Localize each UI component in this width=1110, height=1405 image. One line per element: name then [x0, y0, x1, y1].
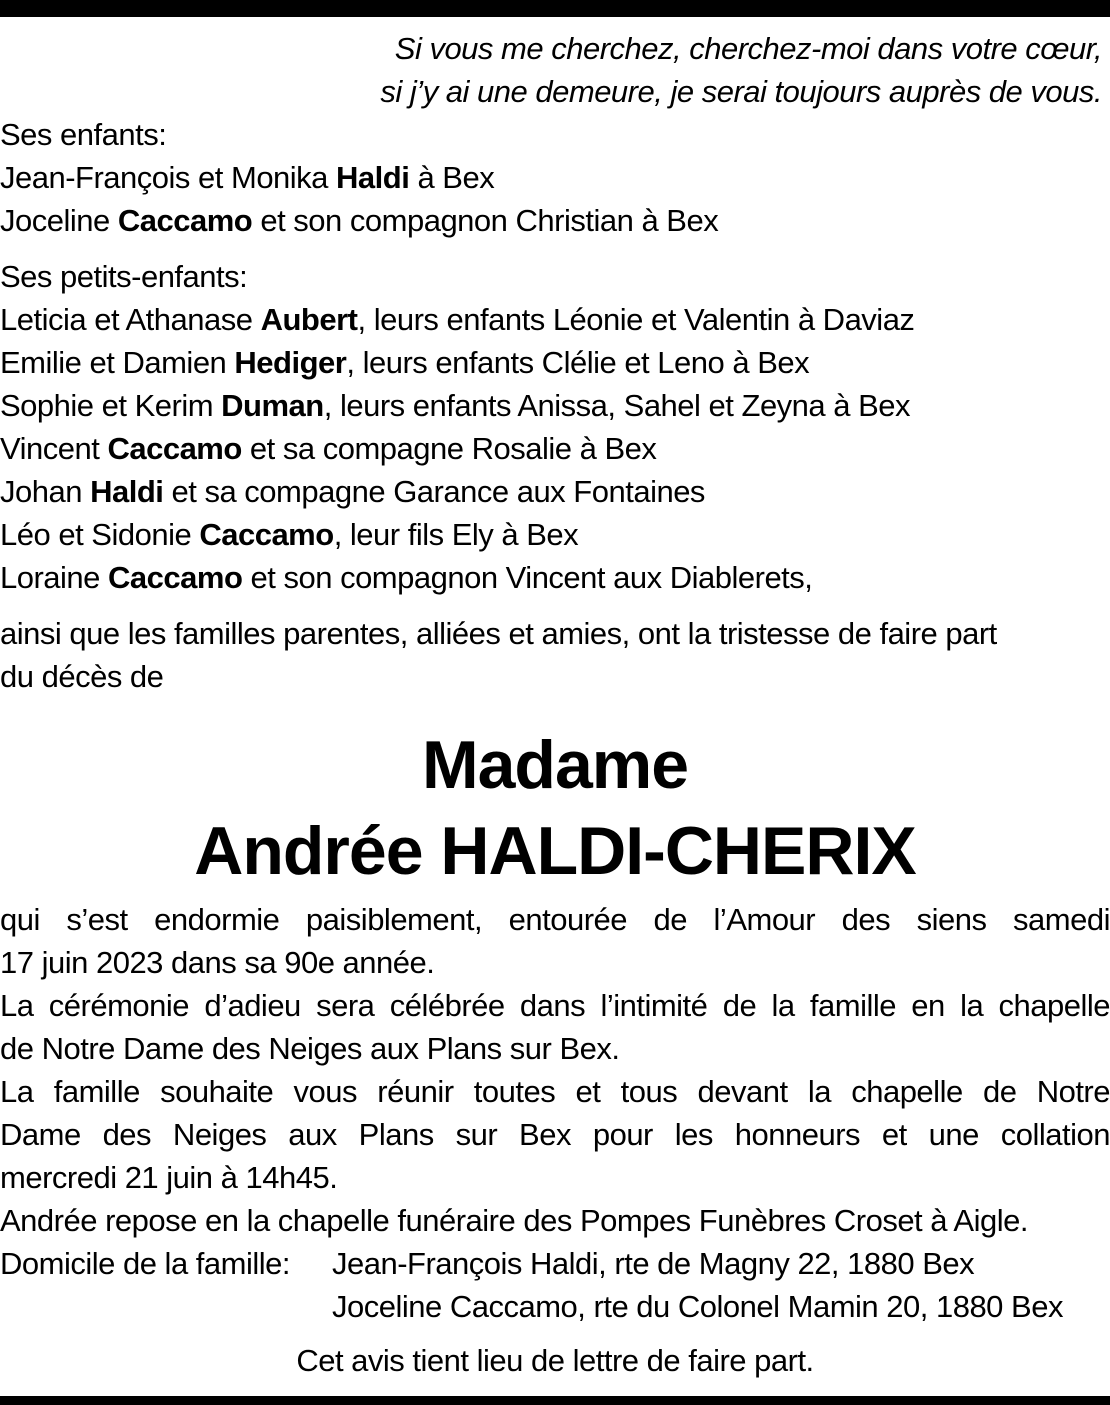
grandchildren-section	[0, 255, 1110, 599]
top-border-rule	[0, 0, 1110, 17]
entry-pre: Sophie et Kerim	[0, 388, 222, 423]
grandchild-entry	[0, 298, 1110, 341]
entry-surname: Caccamo	[108, 560, 243, 595]
obituary-notice	[0, 27, 1110, 1382]
domicile-address: Jean-François Haldi, rte de Magny 22, 1880 Bex	[332, 1246, 975, 1281]
entry-pre: Johan	[0, 474, 91, 509]
closing-note: Cet avis tient lieu de lettre de faire part.	[296, 1343, 814, 1378]
epitaph-line: si j’y ai une demeure, je serai toujours auprès de vous.	[380, 74, 1102, 109]
body-line: 17 juin 2023 dans sa 90e année.	[0, 945, 435, 980]
deceased-honorific: Madame	[421, 727, 689, 803]
grandchild-entry	[0, 556, 1110, 599]
body-line: La cérémonie d’adieu sera célébrée dans l’intimité de la famille en la chapelle	[0, 988, 1110, 1023]
family-domicile	[0, 1242, 1110, 1328]
entry-surname: Duman	[221, 388, 324, 423]
announcement-line: du décès de	[0, 659, 164, 694]
entry-surname: Haldi	[336, 160, 410, 195]
domicile-address: Joceline Caccamo, rte du Colonel Mamin 20, 1880 Bex	[332, 1289, 1063, 1324]
grandchild-entry	[0, 384, 1110, 427]
entry-post: et son compagnon Vincent aux Diablerets,	[242, 560, 813, 595]
entry-surname: Caccamo	[199, 517, 334, 552]
child-entry	[0, 156, 1110, 199]
entry-surname: Caccamo	[117, 203, 253, 238]
domicile-label-spacer	[0, 1285, 332, 1328]
body-line: de Notre Dame des Neiges aux Plans sur Bex.	[0, 1031, 620, 1066]
body-line: qui s’est endormie paisiblement, entourée de l’Amour des siens samedi	[0, 902, 1110, 937]
body-line: Andrée repose en la chapelle funéraire des Pompes Funèbres Croset à Aigle.	[0, 1203, 1028, 1238]
child-entry	[0, 199, 1110, 242]
entry-surname: Caccamo	[107, 431, 242, 466]
entry-post: et son compagnon Christian à Bex	[252, 203, 719, 238]
entry-post: et sa compagne Rosalie à Bex	[241, 431, 657, 466]
entry-pre: Vincent	[0, 431, 108, 466]
domicile-row	[0, 1285, 1110, 1328]
entry-surname: Haldi	[90, 474, 164, 509]
grandchild-entry	[0, 427, 1110, 470]
entry-pre: Loraine	[0, 560, 109, 595]
announcement	[0, 612, 1110, 698]
grandchildren-heading: Ses petits-enfants:	[0, 259, 248, 294]
entry-pre: Joceline	[0, 203, 118, 238]
body-line: mercredi 21 juin à 14h45.	[0, 1160, 338, 1195]
body-line: La famille souhaite vous réunir toutes et tous devant la chapelle de Notre	[0, 1074, 1110, 1109]
children-heading: Ses enfants:	[0, 117, 167, 152]
entry-surname: Aubert	[260, 302, 358, 337]
children-section	[0, 113, 1110, 242]
domicile-label: Domicile de la famille:	[0, 1246, 290, 1281]
body-line: Dame des Neiges aux Plans sur Bex pour les honneurs et une collation	[0, 1117, 1110, 1152]
domicile-row	[0, 1242, 1110, 1285]
entry-pre: Léo et Sidonie	[0, 517, 200, 552]
entry-pre: Jean-François et Monika	[0, 160, 337, 195]
entry-post: , leurs enfants Léonie et Valentin à Daviaz	[357, 302, 915, 337]
entry-post: à Bex	[409, 160, 495, 195]
entry-pre: Emilie et Damien	[0, 345, 235, 380]
deceased-title	[0, 722, 1110, 894]
entry-post: , leurs enfants Anissa, Sahel et Zeyna à Bex	[323, 388, 911, 423]
entry-post: , leur fils Ely à Bex	[333, 517, 579, 552]
epitaph-quote	[0, 27, 1110, 113]
grandchild-entry	[0, 341, 1110, 384]
notice-body	[0, 898, 1110, 1242]
grandchild-entry	[0, 470, 1110, 513]
entry-pre: Leticia et Athanase	[0, 302, 261, 337]
announcement-line: ainsi que les familles parentes, alliées et amies, ont la tristesse de faire part	[0, 616, 997, 651]
epitaph-line: Si vous me cherchez, cherchez-moi dans votre cœur,	[394, 31, 1102, 66]
entry-post: , leurs enfants Clélie et Leno à Bex	[346, 345, 810, 380]
entry-surname: Hediger	[234, 345, 347, 380]
entry-post: et sa compagne Garance aux Fontaines	[163, 474, 705, 509]
deceased-name: Andrée HALDI-CHERIX	[194, 813, 916, 889]
grandchild-entry	[0, 513, 1110, 556]
bottom-border-rule	[0, 1396, 1110, 1405]
